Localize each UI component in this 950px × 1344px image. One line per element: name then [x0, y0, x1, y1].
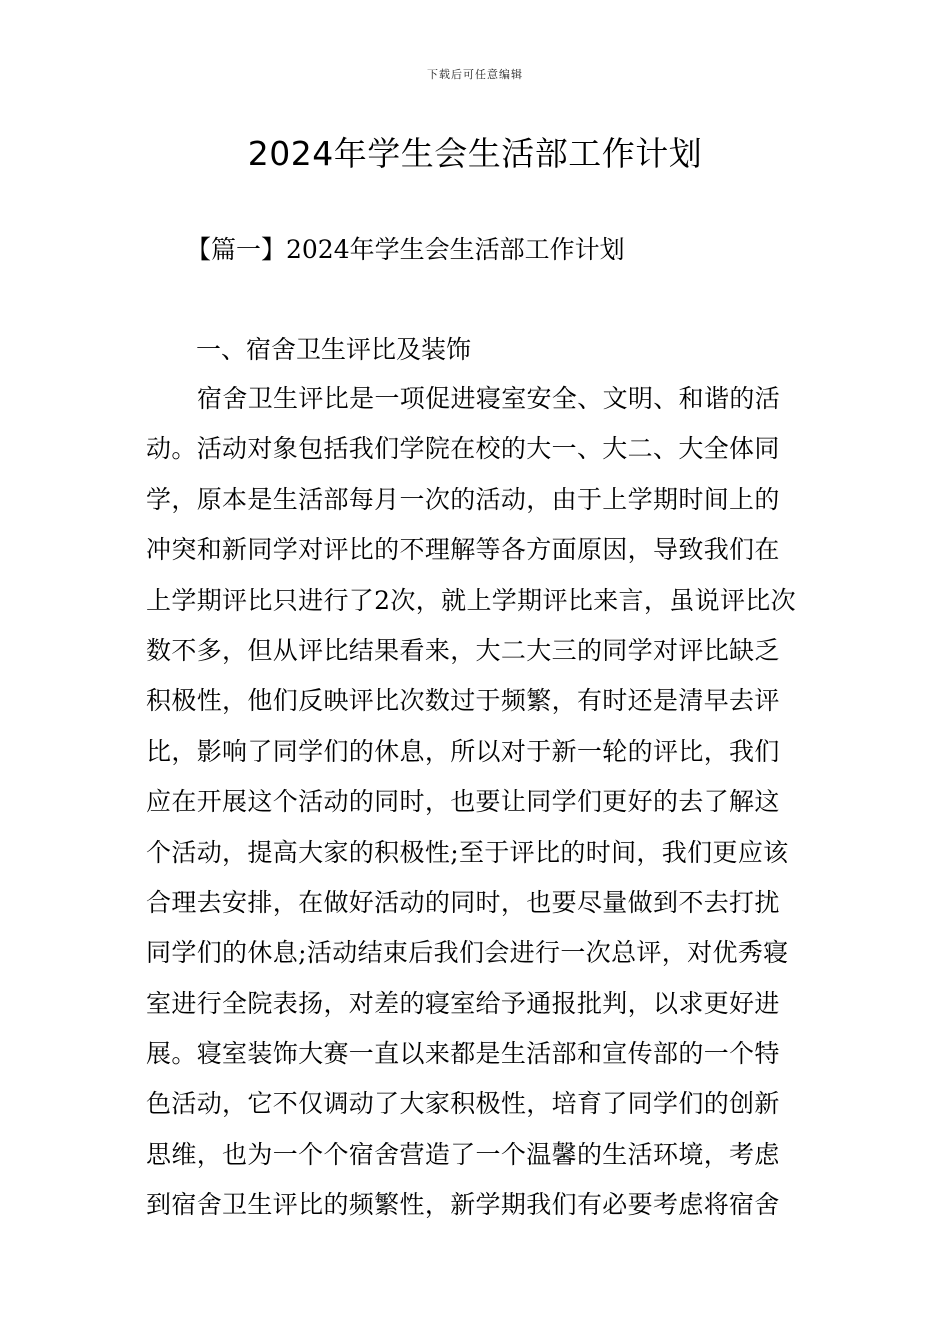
document-title: 2024年学生会生活部工作计划 — [247, 134, 703, 173]
body-line: 应在开展这个活动的同时，也要让同学们更好的去了解这 — [146, 787, 780, 817]
body-line: 冲突和新同学对评比的不理解等各方面原因，导致我们在 — [146, 535, 780, 565]
body-line: 数不多，但从评比结果看来，大二大三的同学对评比缺乏 — [146, 635, 780, 665]
body-line: 动。活动对象包括我们学院在校的大一、大二、大全体同 — [146, 434, 780, 464]
section-subtitle: 【篇一】2024年学生会生活部工作计划 — [186, 235, 625, 264]
body-line: 上学期评比只进行了2次，就上学期评比来言，虽说评比次 — [146, 585, 797, 615]
section-heading: 一、宿舍卫生评比及装饰 — [196, 335, 472, 364]
body-line: 同学们的休息;活动结束后我们会进行一次总评，对优秀寝 — [146, 938, 789, 968]
header-note: 下载后可任意编辑 — [427, 68, 523, 81]
body-line: 到宿舍卫生评比的频繁性，新学期我们有必要考虑将宿舍 — [146, 1190, 780, 1220]
body-paragraph — [146, 379, 806, 1236]
body-line: 思维，也为一个个宿舍营造了一个温馨的生活环境，考虑 — [146, 1139, 780, 1169]
body-line: 学，原本是生活部每月一次的活动，由于上学期时间上的 — [146, 484, 780, 514]
body-line: 宿舍卫生评比是一项促进寝室安全、文明、和谐的活 — [197, 384, 781, 413]
body-line: 个活动，提高大家的积极性;至于评比的时间，我们更应该 — [146, 837, 789, 867]
body-line: 色活动，它不仅调动了大家积极性，培育了同学们的创新 — [146, 1089, 780, 1119]
body-line: 合理去安排，在做好活动的同时，也要尽量做到不去打扰 — [146, 887, 780, 917]
body-line: 积极性，他们反映评比次数过于频繁，有时还是清早去评 — [146, 686, 780, 716]
body-line: 比，影响了同学们的休息，所以对于新一轮的评比，我们 — [146, 736, 780, 766]
body-line: 室进行全院表扬，对差的寝室给予通报批判，以求更好进 — [146, 988, 780, 1018]
body-line: 展。寝室装饰大赛一直以来都是生活部和宣传部的一个特 — [146, 1039, 780, 1069]
